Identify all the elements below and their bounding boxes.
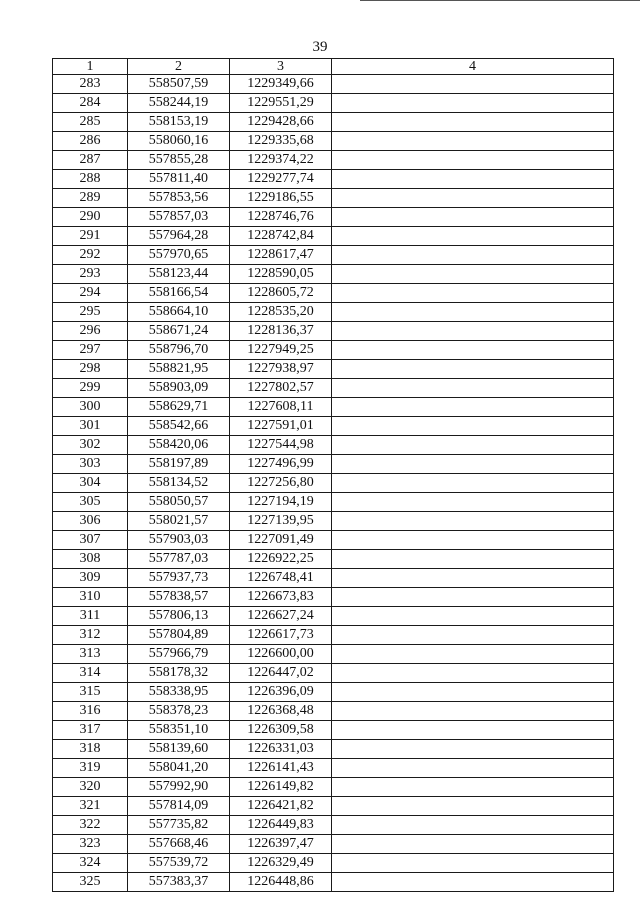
y-coordinate-cell: 1226600,00 xyxy=(230,645,332,664)
note-cell xyxy=(332,360,614,379)
table-row xyxy=(53,683,614,702)
note-cell xyxy=(332,588,614,607)
point-number-cell: 305 xyxy=(53,493,128,512)
x-coordinate-cell: 558507,59 xyxy=(128,75,230,94)
y-coordinate-cell: 1229277,74 xyxy=(230,170,332,189)
x-coordinate-cell: 558050,57 xyxy=(128,493,230,512)
x-coordinate-cell: 557903,03 xyxy=(128,531,230,550)
x-coordinate-cell: 557735,82 xyxy=(128,816,230,835)
note-cell xyxy=(332,189,614,208)
y-coordinate-cell: 1226421,82 xyxy=(230,797,332,816)
note-cell xyxy=(332,113,614,132)
note-cell xyxy=(332,835,614,854)
point-number-cell: 320 xyxy=(53,778,128,797)
y-coordinate-cell: 1226149,82 xyxy=(230,778,332,797)
x-coordinate-cell: 558338,95 xyxy=(128,683,230,702)
y-coordinate-cell: 1229374,22 xyxy=(230,151,332,170)
x-coordinate-cell: 557668,46 xyxy=(128,835,230,854)
note-cell xyxy=(332,702,614,721)
x-coordinate-cell: 558123,44 xyxy=(128,265,230,284)
y-coordinate-cell: 1229335,68 xyxy=(230,132,332,151)
x-coordinate-cell: 557857,03 xyxy=(128,208,230,227)
x-coordinate-cell: 557966,79 xyxy=(128,645,230,664)
x-coordinate-cell: 557539,72 xyxy=(128,854,230,873)
x-coordinate-cell: 558903,09 xyxy=(128,379,230,398)
note-cell xyxy=(332,341,614,360)
x-coordinate-cell: 558244,19 xyxy=(128,94,230,113)
note-cell xyxy=(332,721,614,740)
table-row xyxy=(53,854,614,873)
x-coordinate-cell: 558420,06 xyxy=(128,436,230,455)
table-row xyxy=(53,246,614,265)
point-number-cell: 297 xyxy=(53,341,128,360)
note-cell xyxy=(332,322,614,341)
table-row xyxy=(53,436,614,455)
note-cell xyxy=(332,645,614,664)
table-row xyxy=(53,75,614,94)
point-number-cell: 313 xyxy=(53,645,128,664)
point-number-cell: 289 xyxy=(53,189,128,208)
table-row xyxy=(53,531,614,550)
point-number-cell: 309 xyxy=(53,569,128,588)
x-coordinate-cell: 558542,66 xyxy=(128,417,230,436)
x-coordinate-cell: 557814,09 xyxy=(128,797,230,816)
note-cell xyxy=(332,246,614,265)
column-header-3: 3 xyxy=(230,59,332,75)
note-cell xyxy=(332,569,614,588)
table-row xyxy=(53,873,614,892)
table-row xyxy=(53,227,614,246)
x-coordinate-cell: 557811,40 xyxy=(128,170,230,189)
y-coordinate-cell: 1228535,20 xyxy=(230,303,332,322)
note-cell xyxy=(332,778,614,797)
table-row xyxy=(53,626,614,645)
x-coordinate-cell: 557992,90 xyxy=(128,778,230,797)
note-cell xyxy=(332,284,614,303)
point-number-cell: 288 xyxy=(53,170,128,189)
column-header-2: 2 xyxy=(128,59,230,75)
table-row xyxy=(53,740,614,759)
table-row xyxy=(53,151,614,170)
y-coordinate-cell: 1226397,47 xyxy=(230,835,332,854)
point-number-cell: 307 xyxy=(53,531,128,550)
y-coordinate-cell: 1226617,73 xyxy=(230,626,332,645)
note-cell xyxy=(332,436,614,455)
point-number-cell: 306 xyxy=(53,512,128,531)
note-cell xyxy=(332,550,614,569)
point-number-cell: 316 xyxy=(53,702,128,721)
x-coordinate-cell: 558351,10 xyxy=(128,721,230,740)
table-row xyxy=(53,208,614,227)
x-coordinate-cell: 558153,19 xyxy=(128,113,230,132)
note-cell xyxy=(332,132,614,151)
x-coordinate-cell: 558041,20 xyxy=(128,759,230,778)
x-coordinate-cell: 557383,37 xyxy=(128,873,230,892)
point-number-cell: 283 xyxy=(53,75,128,94)
note-cell xyxy=(332,854,614,873)
y-coordinate-cell: 1227802,57 xyxy=(230,379,332,398)
point-number-cell: 292 xyxy=(53,246,128,265)
note-cell xyxy=(332,208,614,227)
table-row xyxy=(53,474,614,493)
note-cell xyxy=(332,873,614,892)
table-row xyxy=(53,607,614,626)
point-number-cell: 285 xyxy=(53,113,128,132)
point-number-cell: 290 xyxy=(53,208,128,227)
table-row xyxy=(53,265,614,284)
point-number-cell: 304 xyxy=(53,474,128,493)
y-coordinate-cell: 1229428,66 xyxy=(230,113,332,132)
table-body xyxy=(53,75,614,892)
y-coordinate-cell: 1226748,41 xyxy=(230,569,332,588)
note-cell xyxy=(332,94,614,113)
table-row xyxy=(53,379,614,398)
point-number-cell: 298 xyxy=(53,360,128,379)
y-coordinate-cell: 1227544,98 xyxy=(230,436,332,455)
y-coordinate-cell: 1229349,66 xyxy=(230,75,332,94)
table-row xyxy=(53,455,614,474)
table-row xyxy=(53,417,614,436)
x-coordinate-cell: 558671,24 xyxy=(128,322,230,341)
x-coordinate-cell: 558021,57 xyxy=(128,512,230,531)
table-row xyxy=(53,398,614,417)
note-cell xyxy=(332,474,614,493)
y-coordinate-cell: 1227949,25 xyxy=(230,341,332,360)
y-coordinate-cell: 1227139,95 xyxy=(230,512,332,531)
x-coordinate-cell: 558139,60 xyxy=(128,740,230,759)
point-number-cell: 310 xyxy=(53,588,128,607)
page-number: 39 xyxy=(312,39,328,55)
y-coordinate-cell: 1226922,25 xyxy=(230,550,332,569)
point-number-cell: 319 xyxy=(53,759,128,778)
note-cell xyxy=(332,512,614,531)
note-cell xyxy=(332,740,614,759)
y-coordinate-cell: 1228742,84 xyxy=(230,227,332,246)
table-row xyxy=(53,759,614,778)
table-row xyxy=(53,341,614,360)
y-coordinate-cell: 1227938,97 xyxy=(230,360,332,379)
point-number-cell: 308 xyxy=(53,550,128,569)
table-header-row xyxy=(53,59,614,75)
x-coordinate-cell: 558629,71 xyxy=(128,398,230,417)
point-number-cell: 322 xyxy=(53,816,128,835)
point-number-cell: 299 xyxy=(53,379,128,398)
y-coordinate-cell: 1227256,80 xyxy=(230,474,332,493)
point-number-cell: 295 xyxy=(53,303,128,322)
point-number-cell: 294 xyxy=(53,284,128,303)
note-cell xyxy=(332,75,614,94)
y-coordinate-cell: 1227608,11 xyxy=(230,398,332,417)
y-coordinate-cell: 1227194,19 xyxy=(230,493,332,512)
y-coordinate-cell: 1227496,99 xyxy=(230,455,332,474)
y-coordinate-cell: 1226309,58 xyxy=(230,721,332,740)
table-row xyxy=(53,645,614,664)
column-header-4: 4 xyxy=(332,59,614,75)
note-cell xyxy=(332,265,614,284)
point-number-cell: 311 xyxy=(53,607,128,626)
table-row xyxy=(53,797,614,816)
x-coordinate-cell: 558134,52 xyxy=(128,474,230,493)
y-coordinate-cell: 1228617,47 xyxy=(230,246,332,265)
table-row xyxy=(53,189,614,208)
note-cell xyxy=(332,531,614,550)
point-number-cell: 323 xyxy=(53,835,128,854)
table-row xyxy=(53,113,614,132)
table-row xyxy=(53,550,614,569)
note-cell xyxy=(332,607,614,626)
point-number-cell: 302 xyxy=(53,436,128,455)
x-coordinate-cell: 558796,70 xyxy=(128,341,230,360)
point-number-cell: 296 xyxy=(53,322,128,341)
table-row xyxy=(53,835,614,854)
note-cell xyxy=(332,151,614,170)
column-header-1: 1 xyxy=(53,59,128,75)
y-coordinate-cell: 1226447,02 xyxy=(230,664,332,683)
point-number-cell: 315 xyxy=(53,683,128,702)
table-row xyxy=(53,588,614,607)
note-cell xyxy=(332,455,614,474)
note-cell xyxy=(332,493,614,512)
x-coordinate-cell: 558166,54 xyxy=(128,284,230,303)
y-coordinate-cell: 1226329,49 xyxy=(230,854,332,873)
x-coordinate-cell: 557853,56 xyxy=(128,189,230,208)
table-row xyxy=(53,702,614,721)
y-coordinate-cell: 1228605,72 xyxy=(230,284,332,303)
point-number-cell: 301 xyxy=(53,417,128,436)
table-row xyxy=(53,360,614,379)
note-cell xyxy=(332,626,614,645)
y-coordinate-cell: 1226449,83 xyxy=(230,816,332,835)
x-coordinate-cell: 558821,95 xyxy=(128,360,230,379)
y-coordinate-cell: 1226396,09 xyxy=(230,683,332,702)
table-row xyxy=(53,170,614,189)
point-number-cell: 324 xyxy=(53,854,128,873)
note-cell xyxy=(332,303,614,322)
point-number-cell: 284 xyxy=(53,94,128,113)
table-row xyxy=(53,569,614,588)
note-cell xyxy=(332,398,614,417)
table-row xyxy=(53,132,614,151)
y-coordinate-cell: 1229186,55 xyxy=(230,189,332,208)
note-cell xyxy=(332,759,614,778)
x-coordinate-cell: 557937,73 xyxy=(128,569,230,588)
table-row xyxy=(53,778,614,797)
note-cell xyxy=(332,417,614,436)
y-coordinate-cell: 1227591,01 xyxy=(230,417,332,436)
y-coordinate-cell: 1226673,83 xyxy=(230,588,332,607)
x-coordinate-cell: 557804,89 xyxy=(128,626,230,645)
note-cell xyxy=(332,664,614,683)
x-coordinate-cell: 558060,16 xyxy=(128,132,230,151)
point-number-cell: 318 xyxy=(53,740,128,759)
point-number-cell: 325 xyxy=(53,873,128,892)
x-coordinate-cell: 558197,89 xyxy=(128,455,230,474)
x-coordinate-cell: 557806,13 xyxy=(128,607,230,626)
x-coordinate-cell: 558664,10 xyxy=(128,303,230,322)
x-coordinate-cell: 557787,03 xyxy=(128,550,230,569)
x-coordinate-cell: 558178,32 xyxy=(128,664,230,683)
y-coordinate-cell: 1228746,76 xyxy=(230,208,332,227)
table-row xyxy=(53,493,614,512)
point-number-cell: 287 xyxy=(53,151,128,170)
point-number-cell: 286 xyxy=(53,132,128,151)
y-coordinate-cell: 1226627,24 xyxy=(230,607,332,626)
table-row xyxy=(53,664,614,683)
y-coordinate-cell: 1226141,43 xyxy=(230,759,332,778)
y-coordinate-cell: 1228590,05 xyxy=(230,265,332,284)
table-row xyxy=(53,303,614,322)
y-coordinate-cell: 1227091,49 xyxy=(230,531,332,550)
y-coordinate-cell: 1226331,03 xyxy=(230,740,332,759)
table-row xyxy=(53,284,614,303)
table-row xyxy=(53,94,614,113)
point-number-cell: 314 xyxy=(53,664,128,683)
point-number-cell: 317 xyxy=(53,721,128,740)
coordinates-table xyxy=(52,58,614,892)
table-row xyxy=(53,721,614,740)
point-number-cell: 293 xyxy=(53,265,128,284)
y-coordinate-cell: 1228136,37 xyxy=(230,322,332,341)
note-cell xyxy=(332,170,614,189)
table-row xyxy=(53,816,614,835)
table-row xyxy=(53,322,614,341)
point-number-cell: 321 xyxy=(53,797,128,816)
y-coordinate-cell: 1229551,29 xyxy=(230,94,332,113)
point-number-cell: 312 xyxy=(53,626,128,645)
note-cell xyxy=(332,797,614,816)
table-row xyxy=(53,512,614,531)
x-coordinate-cell: 558378,23 xyxy=(128,702,230,721)
point-number-cell: 291 xyxy=(53,227,128,246)
note-cell xyxy=(332,227,614,246)
x-coordinate-cell: 557970,65 xyxy=(128,246,230,265)
x-coordinate-cell: 557964,28 xyxy=(128,227,230,246)
y-coordinate-cell: 1226368,48 xyxy=(230,702,332,721)
point-number-cell: 300 xyxy=(53,398,128,417)
x-coordinate-cell: 557838,57 xyxy=(128,588,230,607)
x-coordinate-cell: 557855,28 xyxy=(128,151,230,170)
note-cell xyxy=(332,683,614,702)
page-top-rule xyxy=(360,0,640,1)
y-coordinate-cell: 1226448,86 xyxy=(230,873,332,892)
point-number-cell: 303 xyxy=(53,455,128,474)
note-cell xyxy=(332,379,614,398)
note-cell xyxy=(332,816,614,835)
